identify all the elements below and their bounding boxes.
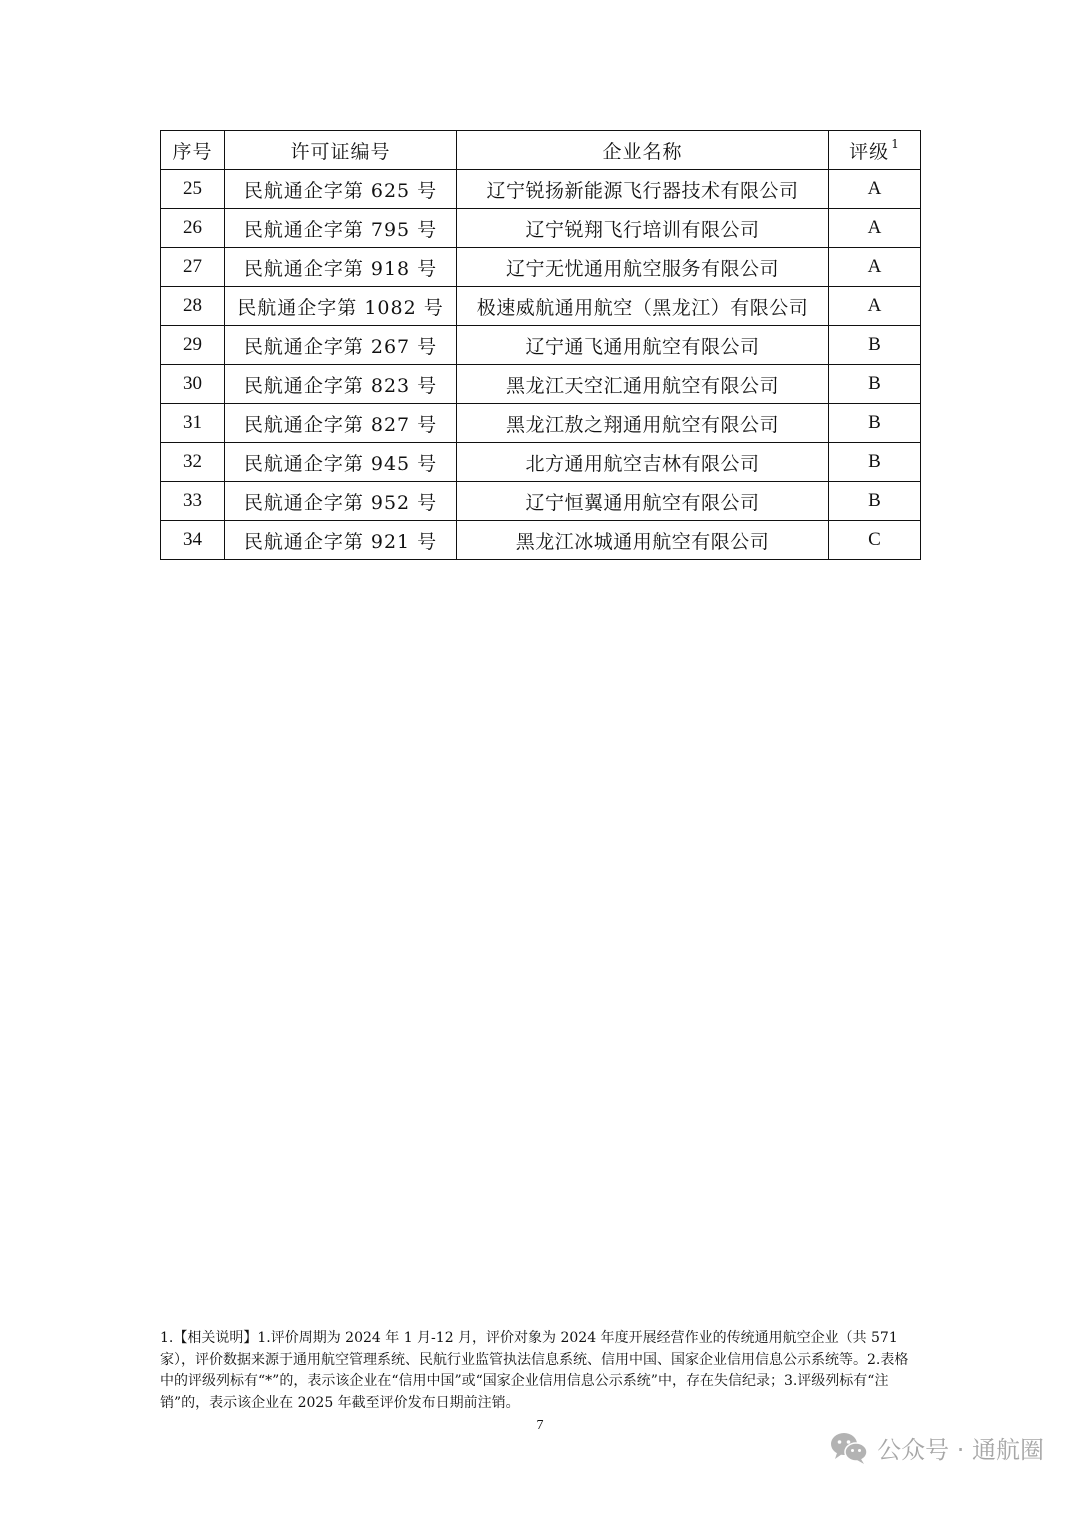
license-cell: 民航通企字第 945 号 <box>225 443 457 482</box>
footnote-marker: 1 <box>891 137 900 152</box>
table-row <box>161 404 921 443</box>
license-cell: 民航通企字第 827 号 <box>225 404 457 443</box>
rating-cell: A <box>829 170 921 209</box>
seq-cell: 34 <box>161 521 225 560</box>
seq-cell: 25 <box>161 170 225 209</box>
table-row <box>161 365 921 404</box>
rating-cell: B <box>829 482 921 521</box>
rating-cell: B <box>829 404 921 443</box>
table-row <box>161 170 921 209</box>
rating-cell: B <box>829 326 921 365</box>
rating-cell: B <box>829 443 921 482</box>
license-cell: 民航通企字第 625 号 <box>225 170 457 209</box>
company-cell: 黑龙江天空汇通用航空有限公司 <box>457 365 829 404</box>
rating-cell: A <box>829 248 921 287</box>
table-row <box>161 248 921 287</box>
seq-cell: 33 <box>161 482 225 521</box>
company-cell: 辽宁恒翼通用航空有限公司 <box>457 482 829 521</box>
header-rating <box>829 131 921 170</box>
seq-cell: 27 <box>161 248 225 287</box>
license-cell: 民航通企字第 823 号 <box>225 365 457 404</box>
table-row <box>161 209 921 248</box>
header-rating-label: 评级 <box>849 140 890 163</box>
table-row <box>161 443 921 482</box>
seq-cell: 26 <box>161 209 225 248</box>
license-cell: 民航通企字第 918 号 <box>225 248 457 287</box>
company-cell: 北方通用航空吉林有限公司 <box>457 443 829 482</box>
table-row <box>161 287 921 326</box>
credit-rating-table <box>160 130 921 560</box>
watermark-text: 公众号 · 通航圈 <box>877 1436 1044 1464</box>
company-cell: 辽宁无忧通用航空服务有限公司 <box>457 248 829 287</box>
seq-cell: 32 <box>161 443 225 482</box>
company-cell: 极速威航通用航空（黑龙江）有限公司 <box>457 287 829 326</box>
footnote: 1.【相关说明】1.评价周期为 2024 年 1 月-12 月，评价对象为 2024 年度开展经营作业的传统通用航空企业（共 571 家），评价数据来源于通用航空管理系统、民航行业监管执法信息系统、信用中国、国家企业信用信息公示系统等。2.表格中的评级列标有“*”的，表示该企业在“信用中国”或“国家企业信用信息公示系统”中，存在失信纪录；3.评级列标有“注销”的，表示该企业在 2025 年截至评价发布日期前注销。 <box>160 1330 909 1411</box>
license-cell: 民航通企字第 267 号 <box>225 326 457 365</box>
license-cell: 民航通企字第 952 号 <box>225 482 457 521</box>
license-cell: 民航通企字第 921 号 <box>225 521 457 560</box>
header-license: 许可证编号 <box>225 131 457 170</box>
rating-cell: C <box>829 521 921 560</box>
table-header-row <box>161 131 921 170</box>
watermark <box>829 1430 1044 1465</box>
seq-cell: 29 <box>161 326 225 365</box>
wechat-icon <box>829 1431 869 1465</box>
page-number: 7 <box>536 1418 544 1433</box>
seq-cell: 28 <box>161 287 225 326</box>
company-cell: 辽宁锐扬新能源飞行器技术有限公司 <box>457 170 829 209</box>
header-seq: 序号 <box>161 131 225 170</box>
company-cell: 辽宁通飞通用航空有限公司 <box>457 326 829 365</box>
rating-cell: B <box>829 365 921 404</box>
license-cell: 民航通企字第 795 号 <box>225 209 457 248</box>
seq-cell: 30 <box>161 365 225 404</box>
rating-cell: A <box>829 209 921 248</box>
company-cell: 黑龙江敖之翔通用航空有限公司 <box>457 404 829 443</box>
table-row <box>161 326 921 365</box>
table-row <box>161 482 921 521</box>
license-cell: 民航通企字第 1082 号 <box>225 287 457 326</box>
header-company: 企业名称 <box>457 131 829 170</box>
seq-cell: 31 <box>161 404 225 443</box>
rating-cell: A <box>829 287 921 326</box>
company-cell: 黑龙江冰城通用航空有限公司 <box>457 521 829 560</box>
table-row <box>161 521 921 560</box>
company-cell: 辽宁锐翔飞行培训有限公司 <box>457 209 829 248</box>
